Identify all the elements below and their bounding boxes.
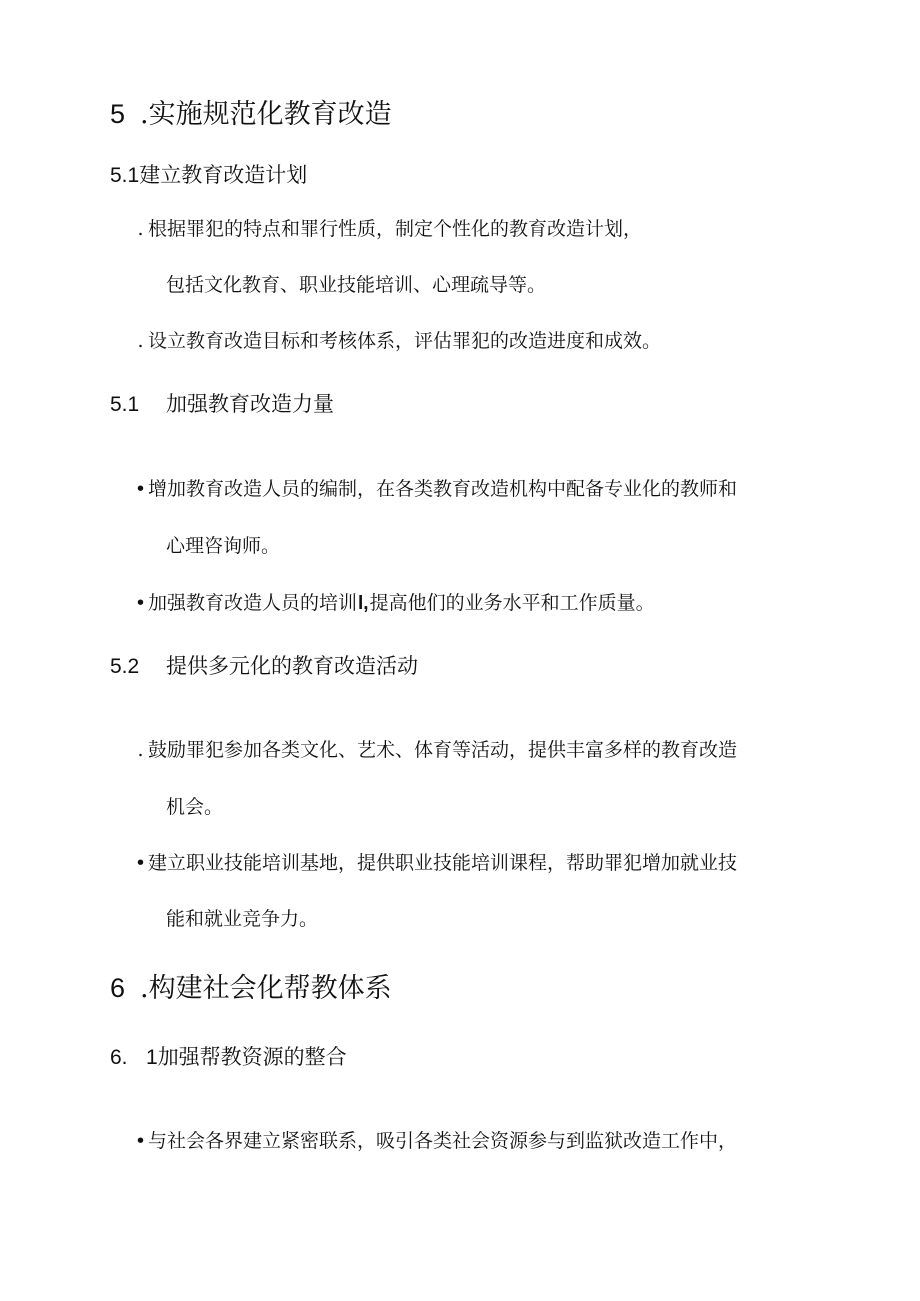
list-item <box>133 848 737 875</box>
subsection-number: 5.1 <box>110 164 140 187</box>
list-item <box>133 735 737 762</box>
subsection-number: 5.1 <box>110 393 140 416</box>
subsection-5-1b-heading <box>110 388 334 418</box>
list-marker: • <box>134 478 147 500</box>
list-item-continuation: 机会。 <box>166 796 224 818</box>
section-number: 5 <box>110 99 126 129</box>
subsection-5-2-heading <box>110 650 418 680</box>
list-marker: . <box>137 739 144 761</box>
list-item <box>133 326 661 353</box>
list-item <box>133 588 655 615</box>
subsection-5-1-heading <box>110 159 307 189</box>
list-marker: . <box>137 330 144 352</box>
list-item <box>133 214 642 241</box>
list-item-continuation: 包括文化教育、职业技能培训、心理疏导等。 <box>166 274 547 296</box>
list-item-continuation: 心理咨询师。 <box>166 535 281 557</box>
list-marker: • <box>134 852 147 874</box>
subsection-number-part: 1 <box>146 1046 158 1069</box>
list-item-text: 加强教育改造人员的培训 <box>148 592 358 614</box>
list-item <box>133 1126 737 1153</box>
section-title: .实施规范化教育改造 <box>140 99 392 130</box>
section-number: 6 <box>110 973 126 1003</box>
subsection-number: 6. <box>110 1046 128 1069</box>
list-marker: • <box>134 1130 147 1152</box>
list-item-text: 根据罪犯的特点和罪行性质，制定个性化的教育改造计划， <box>148 218 643 240</box>
subsection-6-1-heading <box>110 1041 347 1071</box>
subsection-title: 加强帮教资源的整合 <box>157 1045 347 1069</box>
section-6-heading <box>110 966 392 1005</box>
list-item-continuation: 能和就业竞争力。 <box>166 908 319 930</box>
list-item-text: 设立教育改造目标和考核体系，评估罪犯的改造进度和成效。 <box>148 330 662 352</box>
subsection-title: 加强教育改造力量 <box>166 392 334 416</box>
subsection-number: 5.2 <box>110 655 140 678</box>
list-marker: • <box>134 592 147 614</box>
list-item-text: 与社会各界建立紧密联系，吸引各类社会资源参与到监狱改造工作中， <box>148 1130 738 1152</box>
list-item-text: 增加教育改造人员的编制，在各类教育改造机构中配备专业化的教师和 <box>148 478 738 500</box>
list-marker: . <box>137 218 144 240</box>
list-item <box>133 474 737 501</box>
list-item-text: 建立职业技能培训基地，提供职业技能培训课程，帮助罪犯增加就业技 <box>148 852 738 874</box>
section-5-heading <box>110 92 392 131</box>
section-title: .构建社会化帮教体系 <box>140 973 392 1004</box>
subsection-title: 建立教育改造计划 <box>139 163 308 187</box>
stray-glyph: l, <box>358 593 369 614</box>
subsection-title: 提供多元化的教育改造活动 <box>166 654 418 678</box>
list-item-text: 鼓励罪犯参加各类文化、艺术、体育等活动，提供丰富多样的教育改造 <box>148 739 738 761</box>
list-item-text: 提高他们的业务水平和工作质量。 <box>369 592 655 614</box>
